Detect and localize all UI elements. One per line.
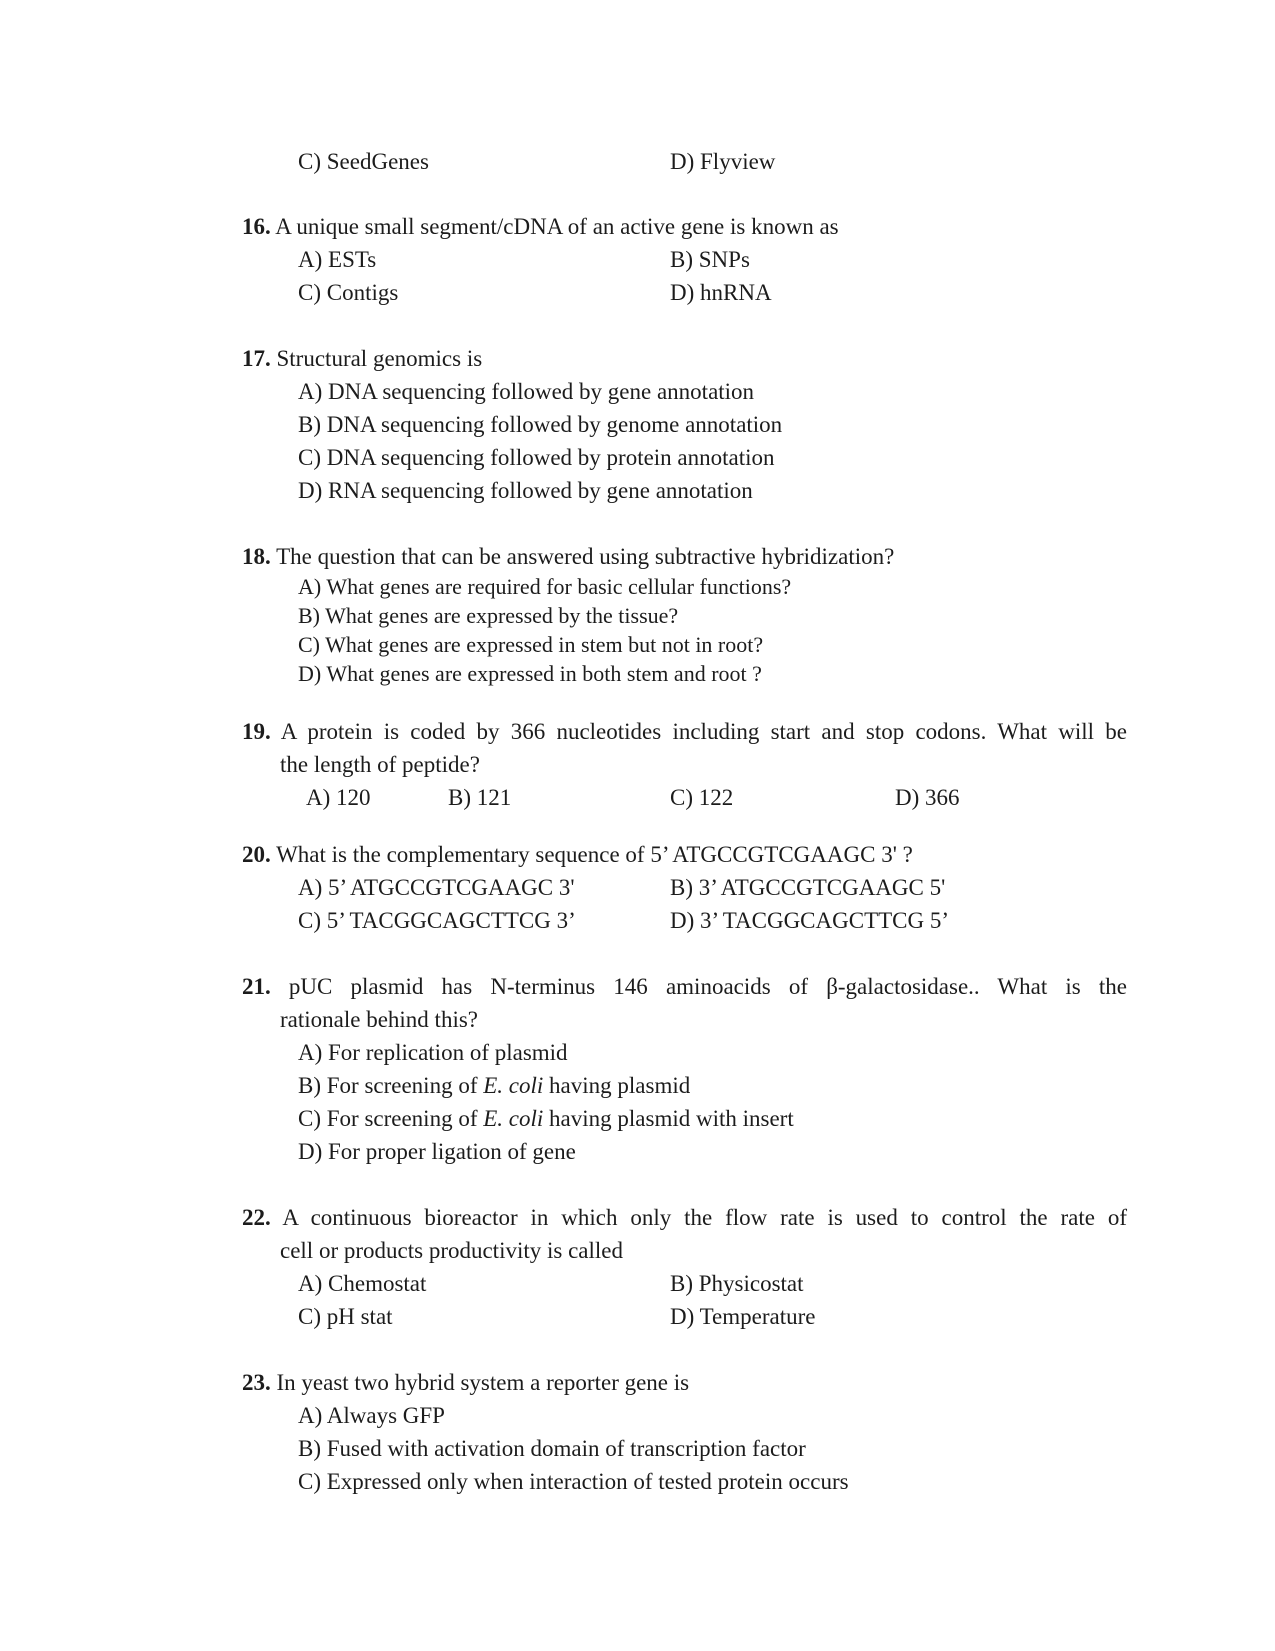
question-17 — [242, 344, 482, 374]
q20-option-c: C) 5’ TACGGCAGCTTCG 3’ — [298, 908, 576, 933]
q18-option-a: A) What genes are required for basic cellular functions? — [298, 574, 792, 599]
q19-text-line-2: the length of peptide? — [280, 752, 480, 777]
q18-option-c: C) What genes are expressed in stem but not in root? — [298, 632, 764, 657]
question-18 — [242, 542, 894, 572]
q16-option-a: A) ESTs — [298, 247, 377, 272]
option-text: having plasmid with insert — [543, 1106, 794, 1131]
q16-option-b: B) SNPs — [670, 247, 750, 272]
q21-option-a: A) For replication of plasmid — [298, 1040, 568, 1065]
organism-name: E. coli — [483, 1073, 544, 1098]
question-text: What is the complementary sequence of 5’ ATGCCGTCGAAGC 3' ? — [276, 842, 913, 867]
question-text-line-1: A protein is coded by 366 nucleotides including start and stop codons. What will be — [280, 719, 1128, 744]
q22-option-b: B) Physicostat — [670, 1271, 804, 1296]
q23-option-b: B) Fused with activation domain of transcription factor — [298, 1436, 806, 1461]
question-number: 19. — [242, 719, 271, 744]
question-21 — [242, 972, 1127, 1002]
q23-option-a: A) Always GFP — [298, 1403, 445, 1428]
q20-option-b: B) 3’ ATGCCGTCGAAGC 5' — [670, 875, 946, 900]
question-number: 17. — [242, 346, 271, 371]
option-text: C) For screening of — [298, 1106, 484, 1131]
q19-option-d: D) 366 — [895, 785, 960, 810]
q17-option-b: B) DNA sequencing followed by genome annotation — [298, 412, 783, 437]
question-text: A unique small segment/cDNA of an active gene is known as — [275, 214, 839, 239]
q19-option-a: A) 120 — [306, 785, 371, 810]
question-number: 23. — [242, 1370, 271, 1395]
q22-option-a: A) Chemostat — [298, 1271, 427, 1296]
q15-option-d: D) Flyview — [670, 149, 776, 174]
q23-option-c: C) Expressed only when interaction of tested protein occurs — [298, 1469, 849, 1494]
question-number: 22. — [242, 1205, 271, 1230]
q16-option-d: D) hnRNA — [670, 280, 772, 305]
question-20 — [242, 840, 913, 870]
option-text: B) For screening of — [298, 1073, 484, 1098]
q16-option-c: C) Contigs — [298, 280, 399, 305]
question-number: 16. — [242, 214, 271, 239]
organism-name: E. coli — [483, 1106, 544, 1131]
q18-option-d: D) What genes are expressed in both stem and root ? — [298, 661, 762, 686]
question-19 — [242, 717, 1127, 747]
q22-option-d: D) Temperature — [670, 1304, 816, 1329]
question-text: Structural genomics is — [276, 346, 483, 371]
q22-option-c: C) pH stat — [298, 1304, 393, 1329]
q17-option-c: C) DNA sequencing followed by protein annotation — [298, 445, 775, 470]
question-number: 21. — [242, 974, 271, 999]
q21-option-d: D) For proper ligation of gene — [298, 1139, 576, 1164]
q17-option-d: D) RNA sequencing followed by gene annotation — [298, 478, 753, 503]
q19-option-b: B) 121 — [448, 785, 512, 810]
q20-option-d: D) 3’ TACGGCAGCTTCG 5’ — [670, 908, 950, 933]
q17-option-a: A) DNA sequencing followed by gene annotation — [298, 379, 755, 404]
question-22 — [242, 1203, 1127, 1233]
option-text: having plasmid — [543, 1073, 691, 1098]
q21-option-b — [298, 1071, 690, 1101]
question-text-line-1: pUC plasmid has N-terminus 146 aminoacids of β-galactosidase.. What is the — [288, 974, 1127, 999]
q22-text-line-2: cell or products productivity is called — [280, 1238, 623, 1263]
q19-option-c: C) 122 — [670, 785, 734, 810]
question-23 — [242, 1368, 689, 1398]
q15-option-c: C) SeedGenes — [298, 149, 429, 174]
question-number: 18. — [242, 544, 271, 569]
question-16 — [242, 212, 839, 242]
question-text: In yeast two hybrid system a reporter gene is — [276, 1370, 690, 1395]
question-text: The question that can be answered using subtractive hybridization? — [276, 544, 895, 569]
q21-option-c — [298, 1104, 794, 1134]
q18-option-b: B) What genes are expressed by the tissue? — [298, 603, 679, 628]
question-text-line-1: A continuous bioreactor in which only the flow rate is used to control the rate of — [282, 1205, 1127, 1230]
q20-option-a: A) 5’ ATGCCGTCGAAGC 3' — [298, 875, 575, 900]
question-number: 20. — [242, 842, 271, 867]
q21-text-line-2: rationale behind this? — [280, 1007, 478, 1032]
